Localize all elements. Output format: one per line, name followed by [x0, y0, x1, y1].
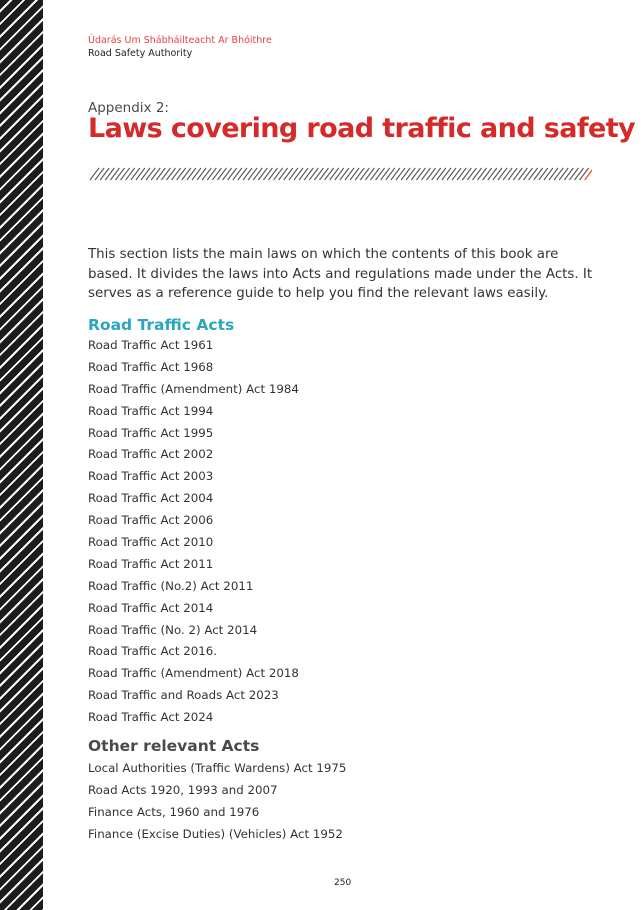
list-item: Road Traffic Act 2003 [88, 469, 214, 484]
list-item: Road Traffic Act 2016. [88, 644, 218, 659]
list-item: Road Traffic Act 2010 [88, 535, 214, 550]
road-traffic-acts-list [88, 335, 299, 729]
list-item: Road Traffic Act 2006 [88, 513, 214, 528]
list-item: Road Traffic Act 1995 [88, 425, 214, 440]
list-item: Road Traffic (No. 2) Act 2014 [88, 622, 258, 637]
list-item: Road Traffic Act 2011 [88, 556, 214, 571]
list-item: Road Traffic Act 1968 [88, 359, 214, 374]
section-heading-other-acts: Other relevant Acts [88, 737, 260, 755]
other-acts-list [88, 758, 346, 846]
list-item: Road Traffic and Roads Act 2023 [88, 688, 279, 703]
page-title: Laws covering road traffic and safety [88, 113, 636, 144]
list-item: Finance Acts, 1960 and 1976 [88, 804, 260, 819]
list-item: Road Traffic Act 2024 [88, 710, 214, 725]
list-item: Road Traffic (Amendment) Act 2018 [88, 666, 299, 681]
list-item: Finance (Excise Duties) (Vehicles) Act 1952 [88, 826, 343, 841]
list-item: Road Traffic (Amendment) Act 1984 [88, 381, 299, 396]
divider-hatch-lines [90, 168, 592, 180]
section-heading-road-traffic-acts: Road Traffic Acts [88, 316, 235, 334]
appendix-label: Appendix 2: [88, 100, 169, 116]
list-item: Road Traffic (No.2) Act 2011 [88, 578, 254, 593]
org-name-english: Road Safety Authority [88, 48, 193, 59]
list-item: Road Traffic Act 2014 [88, 600, 214, 615]
side-stripe-decoration [0, 0, 43, 910]
intro-paragraph: This section lists the main laws on which the contents of this book are based. It divides the laws into Acts and regulations made under the Acts. It serves as a reference guide to help you find the relevant laws easily. [88, 247, 593, 302]
list-item: Road Traffic Act 1961 [88, 338, 214, 352]
org-name-irish: Údarás Um Shábháilteacht Ar Bhóithre [88, 35, 272, 46]
page-number: 250 [334, 878, 352, 888]
list-item: Road Traffic Act 2004 [88, 491, 214, 506]
list-item: Road Traffic Act 2002 [88, 447, 214, 462]
list-item: Road Traffic Act 1994 [88, 403, 214, 418]
list-item: Local Authorities (Traffic Wardens) Act 1975 [88, 761, 347, 775]
hatched-divider [88, 166, 592, 182]
list-item: Road Acts 1920, 1993 and 2007 [88, 782, 278, 797]
